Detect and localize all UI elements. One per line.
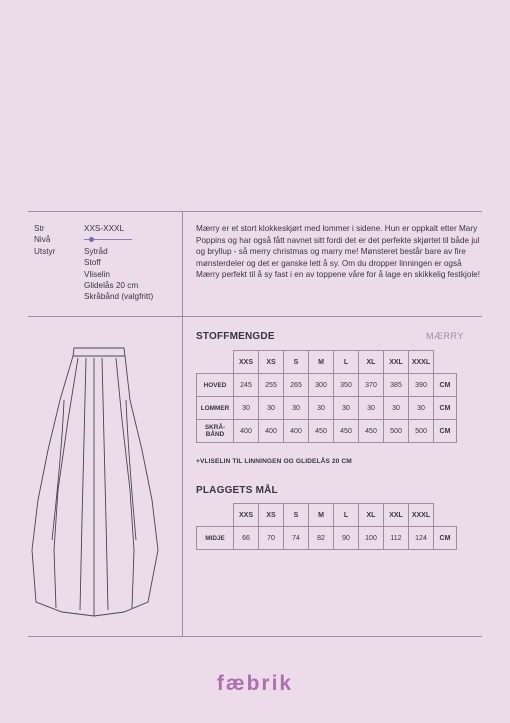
table-row <box>197 420 457 443</box>
table-cell: 300 <box>309 374 334 397</box>
spec-value: XXS-XXXL <box>84 224 125 233</box>
table-cell: 450 <box>309 420 334 443</box>
size-header: XL <box>359 504 384 527</box>
unit-cell: CM <box>434 527 457 550</box>
spec-equipment-row <box>34 280 153 291</box>
table-cell: 400 <box>234 420 259 443</box>
pattern-description: Mærry er et stort klokkeskjørt med lommer i sidene. Hun er oppkalt etter Mary Poppins og har også fått navnet sitt fordi det er det perfekte skjørtet til både jul og bryllup - så merry christmas og marry me! Mønsteret består bare av fire mønsterdeler og det er ganske lett å sy. Om du dropper linningen er også Mærry perfekt til å sy fast i en av toppene våre for å lage en skikkelig festkjole! <box>196 224 480 279</box>
table-cell: 74 <box>284 527 309 550</box>
table-cell: 500 <box>384 420 409 443</box>
fabric-note: +VLISELIN TIL LINNINGEN OG GLIDELÅS 20 CM <box>196 458 352 465</box>
table-cell: 350 <box>334 374 359 397</box>
empty-cell <box>434 504 457 527</box>
table-row <box>197 527 457 550</box>
difficulty-level-indicator <box>84 234 132 245</box>
spec-size-row <box>34 223 153 234</box>
garment-measurements-title: PLAGGETS MÅL <box>196 485 278 496</box>
spec-value: Vliselin <box>84 269 110 279</box>
size-header: XXL <box>384 351 409 374</box>
table-cell: 124 <box>409 527 434 550</box>
table-cell: 30 <box>309 397 334 420</box>
size-header: L <box>334 351 359 374</box>
brand-logo: fæbrik <box>216 672 294 695</box>
unit-cell: CM <box>434 420 457 443</box>
empty-cell <box>197 351 234 374</box>
size-header: XXS <box>234 504 259 527</box>
size-header: M <box>309 351 334 374</box>
table-cell: 390 <box>409 374 434 397</box>
size-header: XXL <box>384 504 409 527</box>
fabric-amount-title: STOFFMENGDE <box>196 331 275 342</box>
spec-equipment-row <box>34 257 153 268</box>
top-divider <box>28 211 482 212</box>
spec-value: Stoff <box>84 258 101 268</box>
size-header: XXXL <box>409 504 434 527</box>
size-header: XXXL <box>409 351 434 374</box>
table-cell: 30 <box>409 397 434 420</box>
column-divider <box>182 211 183 636</box>
spec-label: Utstyr <box>34 246 56 256</box>
spec-label <box>34 269 84 280</box>
unit-cell: CM <box>434 397 457 420</box>
table-cell: 400 <box>284 420 309 443</box>
empty-cell <box>434 351 457 374</box>
table-cell: 385 <box>384 374 409 397</box>
table-cell: 30 <box>334 397 359 420</box>
size-header: S <box>284 351 309 374</box>
size-header: L <box>334 504 359 527</box>
garment-measurements-table <box>196 503 457 550</box>
spec-label <box>34 291 84 302</box>
table-cell: 100 <box>359 527 384 550</box>
size-header: S <box>284 504 309 527</box>
table-cell: 30 <box>359 397 384 420</box>
spec-label: Nivå <box>34 235 51 245</box>
table-row <box>197 397 457 420</box>
bottom-divider <box>28 636 482 637</box>
size-header: XXS <box>234 351 259 374</box>
spec-value: Sytråd <box>84 246 108 256</box>
size-header: XL <box>359 351 384 374</box>
row-label: SKRÅ- BÅND <box>197 420 234 443</box>
table-cell: 30 <box>384 397 409 420</box>
spec-value: Glidelås 20 cm <box>84 281 139 291</box>
table-header-row <box>197 351 457 374</box>
spec-label <box>34 280 84 291</box>
size-header: XS <box>259 504 284 527</box>
table-cell: 70 <box>259 527 284 550</box>
table-row <box>197 374 457 397</box>
table-cell: 90 <box>334 527 359 550</box>
table-cell: 400 <box>259 420 284 443</box>
table-cell: 500 <box>409 420 434 443</box>
table-cell: 82 <box>309 527 334 550</box>
table-cell: 30 <box>234 397 259 420</box>
pattern-name: MÆRRY <box>426 331 464 341</box>
spec-level-row <box>34 234 153 245</box>
size-header: XS <box>259 351 284 374</box>
table-cell: 245 <box>234 374 259 397</box>
spec-equipment-row <box>34 269 153 280</box>
spec-equipment-row <box>34 246 153 257</box>
table-cell: 112 <box>384 527 409 550</box>
table-header-row <box>197 504 457 527</box>
level-marker <box>89 237 94 242</box>
table-cell: 30 <box>259 397 284 420</box>
size-header: M <box>309 504 334 527</box>
spec-label <box>34 257 84 268</box>
table-cell: 30 <box>284 397 309 420</box>
row-label: MIDJE <box>197 527 234 550</box>
table-cell: 370 <box>359 374 384 397</box>
spec-label: Str <box>34 224 45 233</box>
table-cell: 450 <box>334 420 359 443</box>
spec-value: Skråbånd (valgfritt) <box>84 292 154 302</box>
skirt-illustration <box>24 340 164 630</box>
spec-equipment-row <box>34 291 153 302</box>
fabric-amount-table <box>196 350 457 443</box>
pattern-specs <box>34 223 153 303</box>
table-cell: 66 <box>234 527 259 550</box>
row-label: LOMMER <box>197 397 234 420</box>
table-cell: 450 <box>359 420 384 443</box>
table-cell: 255 <box>259 374 284 397</box>
middle-divider <box>28 316 482 317</box>
row-label: HOVED <box>197 374 234 397</box>
unit-cell: CM <box>434 374 457 397</box>
table-cell: 265 <box>284 374 309 397</box>
empty-cell <box>197 504 234 527</box>
